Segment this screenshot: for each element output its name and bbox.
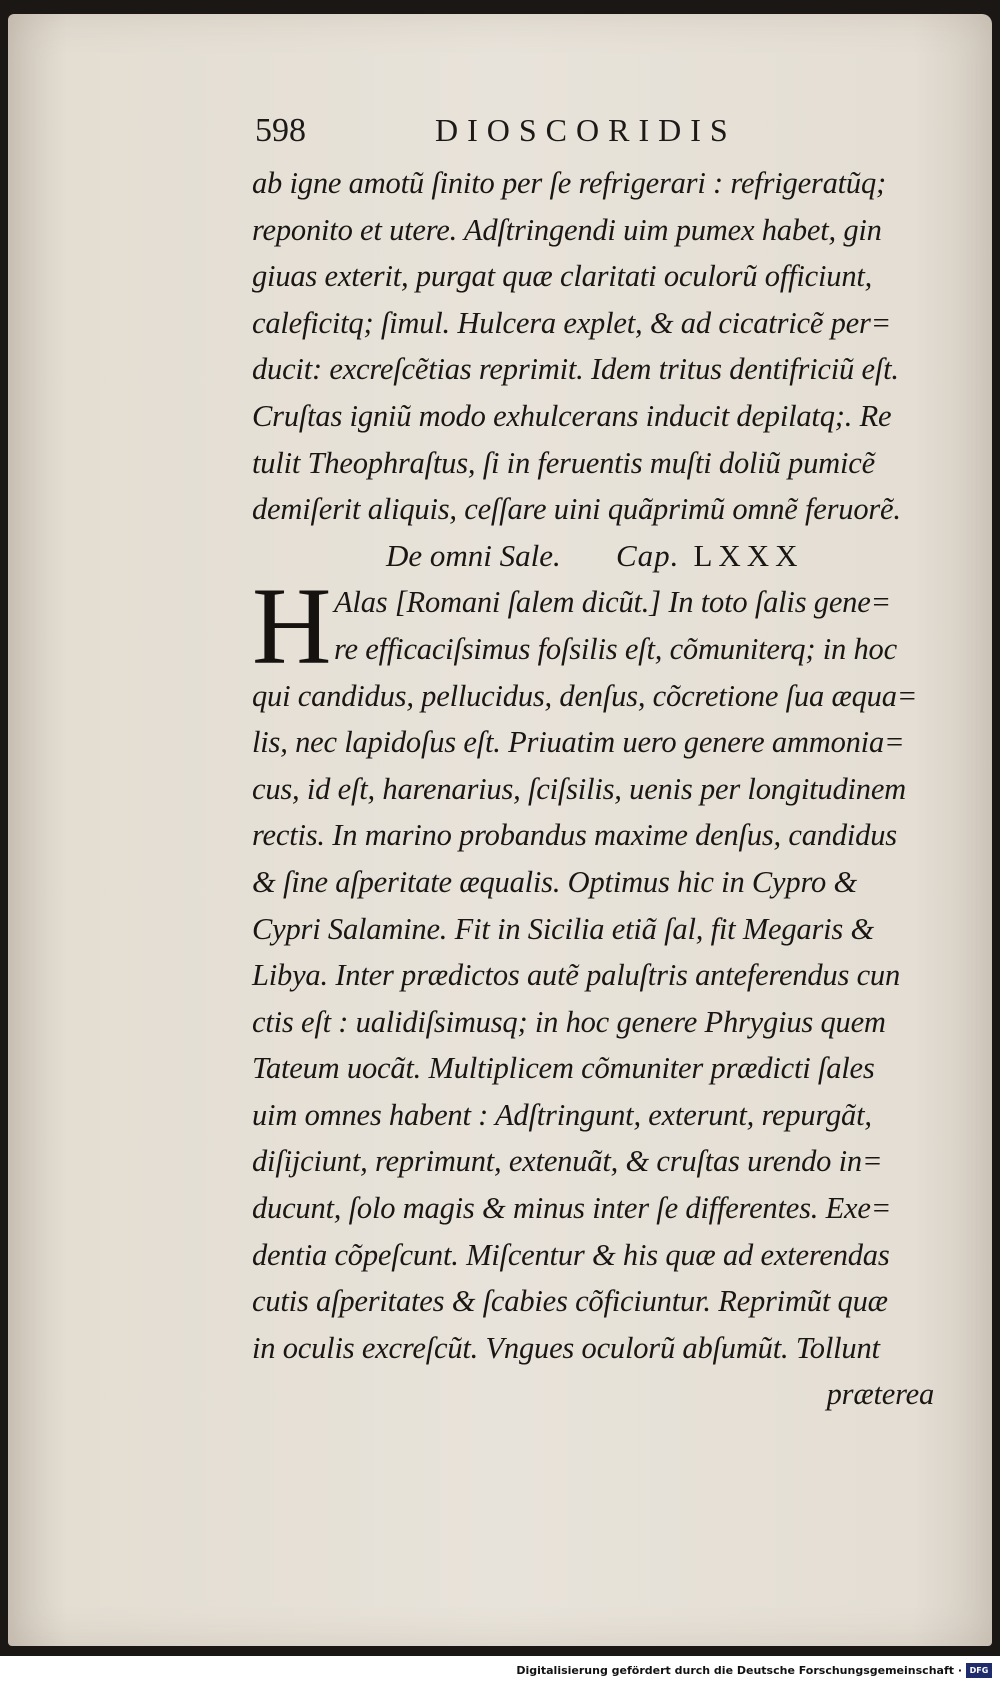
text-line: Cruſtas igniũ modo exhulcerans inducit depilatq;. Re	[252, 398, 892, 433]
text-line: Cypri Salamine. Fit in Sicilia etiã ſal, fit Megaris &	[252, 911, 875, 946]
text-line: tulit Theophraſtus, ſi in feruentis muſti doliũ pumicẽ	[252, 445, 875, 480]
text-line: demiſerit aliquis, ceſſare uini quãprimũ omnẽ feruorẽ.	[252, 492, 901, 527]
text-line: lis, nec lapidoſus eſt. Priuatim uero genere ammonia=	[252, 725, 905, 760]
text-line: caleficitq; ſimul. Hulcera explet, & ad cicatricẽ per=	[252, 305, 892, 340]
text-line: Tateum uocãt. Multiplicem cõmuniter prædicti ſales	[252, 1051, 875, 1086]
text-line: Alas [Romani ſalem dicũt.] In toto ſalis gene=	[334, 585, 891, 620]
chapter-title: De omni Sale.	[386, 537, 561, 573]
running-title: DIOSCORIDIS	[435, 112, 737, 148]
body-text	[252, 160, 942, 1418]
drop-cap-initial: H	[252, 565, 332, 688]
text-line: in oculis excreſcũt. Vngues oculorũ abſumũt. Tollunt	[252, 1330, 880, 1365]
text-line: uim omnes habent : Adſtringunt, exterunt, repurgãt,	[252, 1097, 872, 1132]
text-line: reponito et utere. Adſtringendi uim pumex habet, gin	[252, 212, 882, 247]
digitization-footer	[0, 1656, 1000, 1687]
text-line: diſijciunt, reprimunt, extenuãt, & cruſtas urendo in=	[252, 1144, 883, 1179]
dfg-logo-icon: DFG	[966, 1663, 992, 1678]
chapter-label: Cap.	[616, 537, 680, 573]
text-line: cutis aſperitates & ſcabies cõficiuntur. Reprimũt quæ	[252, 1284, 888, 1319]
page-header	[255, 112, 855, 152]
text-line: dentia cõpeſcunt. Miſcentur & his quæ ad exterendas	[252, 1237, 890, 1272]
text-line: giuas exterit, purgat quæ claritati oculorũ officiunt,	[252, 259, 873, 294]
chapter-heading	[252, 533, 942, 580]
page-number: 598	[255, 112, 306, 149]
funding-credit: Digitalisierung gefördert durch die Deutsche Forschungsgemeinschaft ·	[516, 1664, 962, 1677]
chapter-number	[616, 533, 804, 580]
text-line: rectis. In marino probandus maxime denſus, candidus	[252, 818, 897, 853]
catchword: præterea	[826, 1377, 934, 1412]
text-line: Libya. Inter prædictos autẽ paluſtris anteferendus cun	[252, 958, 901, 993]
text-line: & ſine aſperitate æqualis. Optimus hic in Cypro &	[252, 864, 857, 899]
text-line: cus, id eſt, harenarius, ſciſsilis, uenis per longitudinem	[252, 771, 906, 806]
text-line: ab igne amotũ ſinito per ſe refrigerari : refrigeratũq;	[252, 166, 886, 200]
initial-block	[252, 565, 942, 688]
chapter-roman: LXXX	[693, 537, 804, 573]
text-line: ducunt, ſolo magis & minus inter ſe differentes. Exe=	[252, 1191, 892, 1226]
text-line: ducit: excreſcẽtias reprimit. Idem tritus dentifriciũ eſt.	[252, 352, 899, 387]
text-line: qui candidus, pellucidus, denſus, cõcretione ſua æqua=	[252, 678, 918, 713]
text-line: re efficaciſsimus foſsilis eſt, cõmuniterq; in hoc	[334, 631, 897, 666]
text-line: ctis eſt : ualidiſsimusq; in hoc genere Phrygius quem	[252, 1004, 886, 1039]
